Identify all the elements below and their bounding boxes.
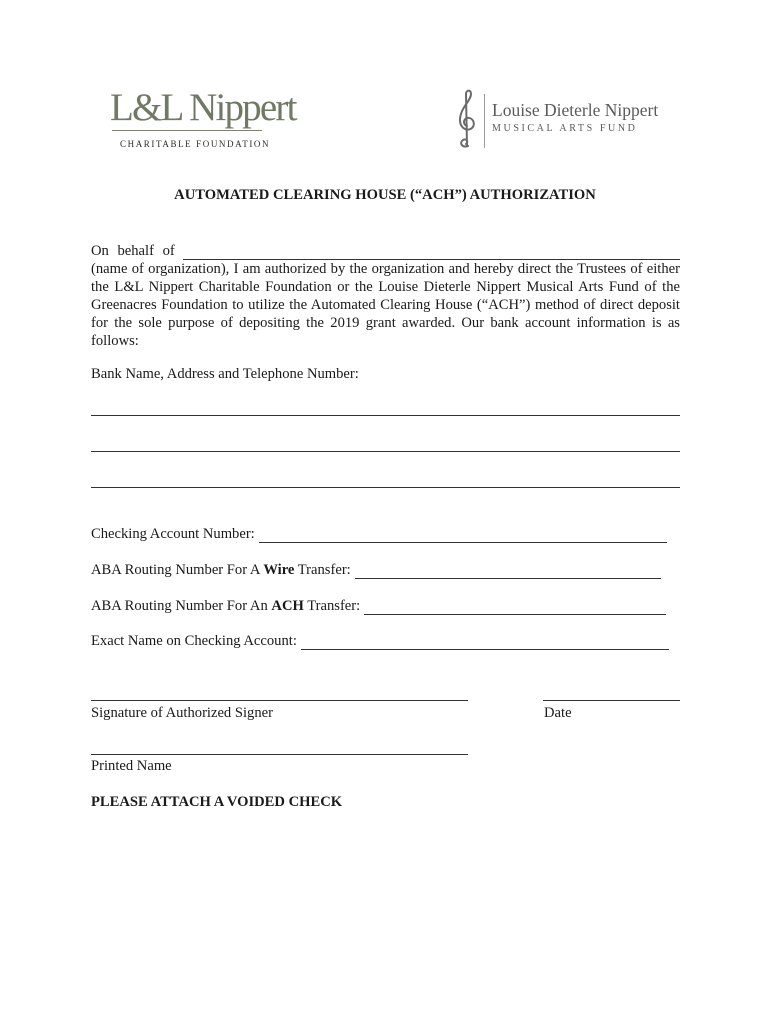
exact-name-label: Exact Name on Checking Account: [91, 633, 297, 649]
printed-name-line[interactable] [91, 754, 468, 755]
ll-nippert-logo-name: L&L Nippert [110, 86, 296, 129]
bank-info-line-1[interactable] [91, 415, 680, 416]
paragraph-line: follows: [91, 333, 139, 350]
checking-account-label: Checking Account Number: [91, 526, 255, 542]
wire-routing-label: ABA Routing Number For A Wire Transfer: [91, 562, 351, 578]
ach-emphasis: ACH [271, 598, 304, 614]
musical-arts-fund-logo [452, 88, 667, 153]
ach-routing-label: ABA Routing Number For An ACH Transfer: [91, 598, 361, 614]
wire-routing-field[interactable] [355, 564, 661, 579]
document-title: AUTOMATED CLEARING HOUSE (“ACH”) AUTHORIZATION [174, 187, 596, 203]
musical-arts-fund-logo-subtitle: MUSICAL ARTS FUND [492, 123, 638, 134]
musical-arts-fund-logo-name: Louise Dieterle Nippert [492, 100, 659, 120]
authorization-paragraph [91, 242, 680, 351]
paragraph-line: (name of organization), I am authorized by the organization and hereby direct the Trustees of either [91, 261, 680, 278]
attach-voided-check-note: PLEASE ATTACH A VOIDED CHECK [91, 794, 343, 810]
treble-clef-icon [455, 88, 479, 150]
bank-info-label: Bank Name, Address and Telephone Number: [91, 366, 359, 382]
exact-name-field[interactable] [301, 635, 669, 650]
bank-info-line-3[interactable] [91, 487, 680, 488]
date-line[interactable] [543, 700, 680, 701]
ach-routing-field[interactable] [364, 600, 666, 615]
bank-info-line-2[interactable] [91, 451, 680, 452]
date-label: Date [544, 705, 572, 721]
ll-nippert-logo-subtitle: CHARITABLE FOUNDATION [120, 139, 271, 149]
paragraph-line: the L&L Nippert Charitable Foundation or the Louise Dieterle Nippert Musical Arts Fund of the [91, 279, 680, 296]
checking-account-field[interactable] [259, 528, 667, 543]
signature-label: Signature of Authorized Signer [91, 705, 273, 721]
wire-emphasis: Wire [263, 562, 295, 578]
logo-separator [484, 94, 485, 148]
on-behalf-of-label: On behalf of [91, 243, 175, 259]
ll-nippert-logo-rule [112, 130, 262, 131]
exact-name-row [91, 632, 669, 650]
ll-nippert-logo [110, 86, 296, 153]
printed-name-label: Printed Name [91, 758, 172, 774]
ach-routing-row [91, 597, 666, 615]
signature-line[interactable] [91, 700, 468, 701]
paragraph-line: for the sole purpose of depositing the 2019 grant awarded. Our bank account information is as [91, 315, 680, 332]
wire-routing-row [91, 561, 661, 579]
paragraph-line: Greenacres Foundation to utilize the Automated Clearing House (“ACH”) method of direct deposit [91, 297, 680, 314]
checking-account-row [91, 525, 667, 543]
organization-name-field[interactable] [183, 244, 680, 260]
